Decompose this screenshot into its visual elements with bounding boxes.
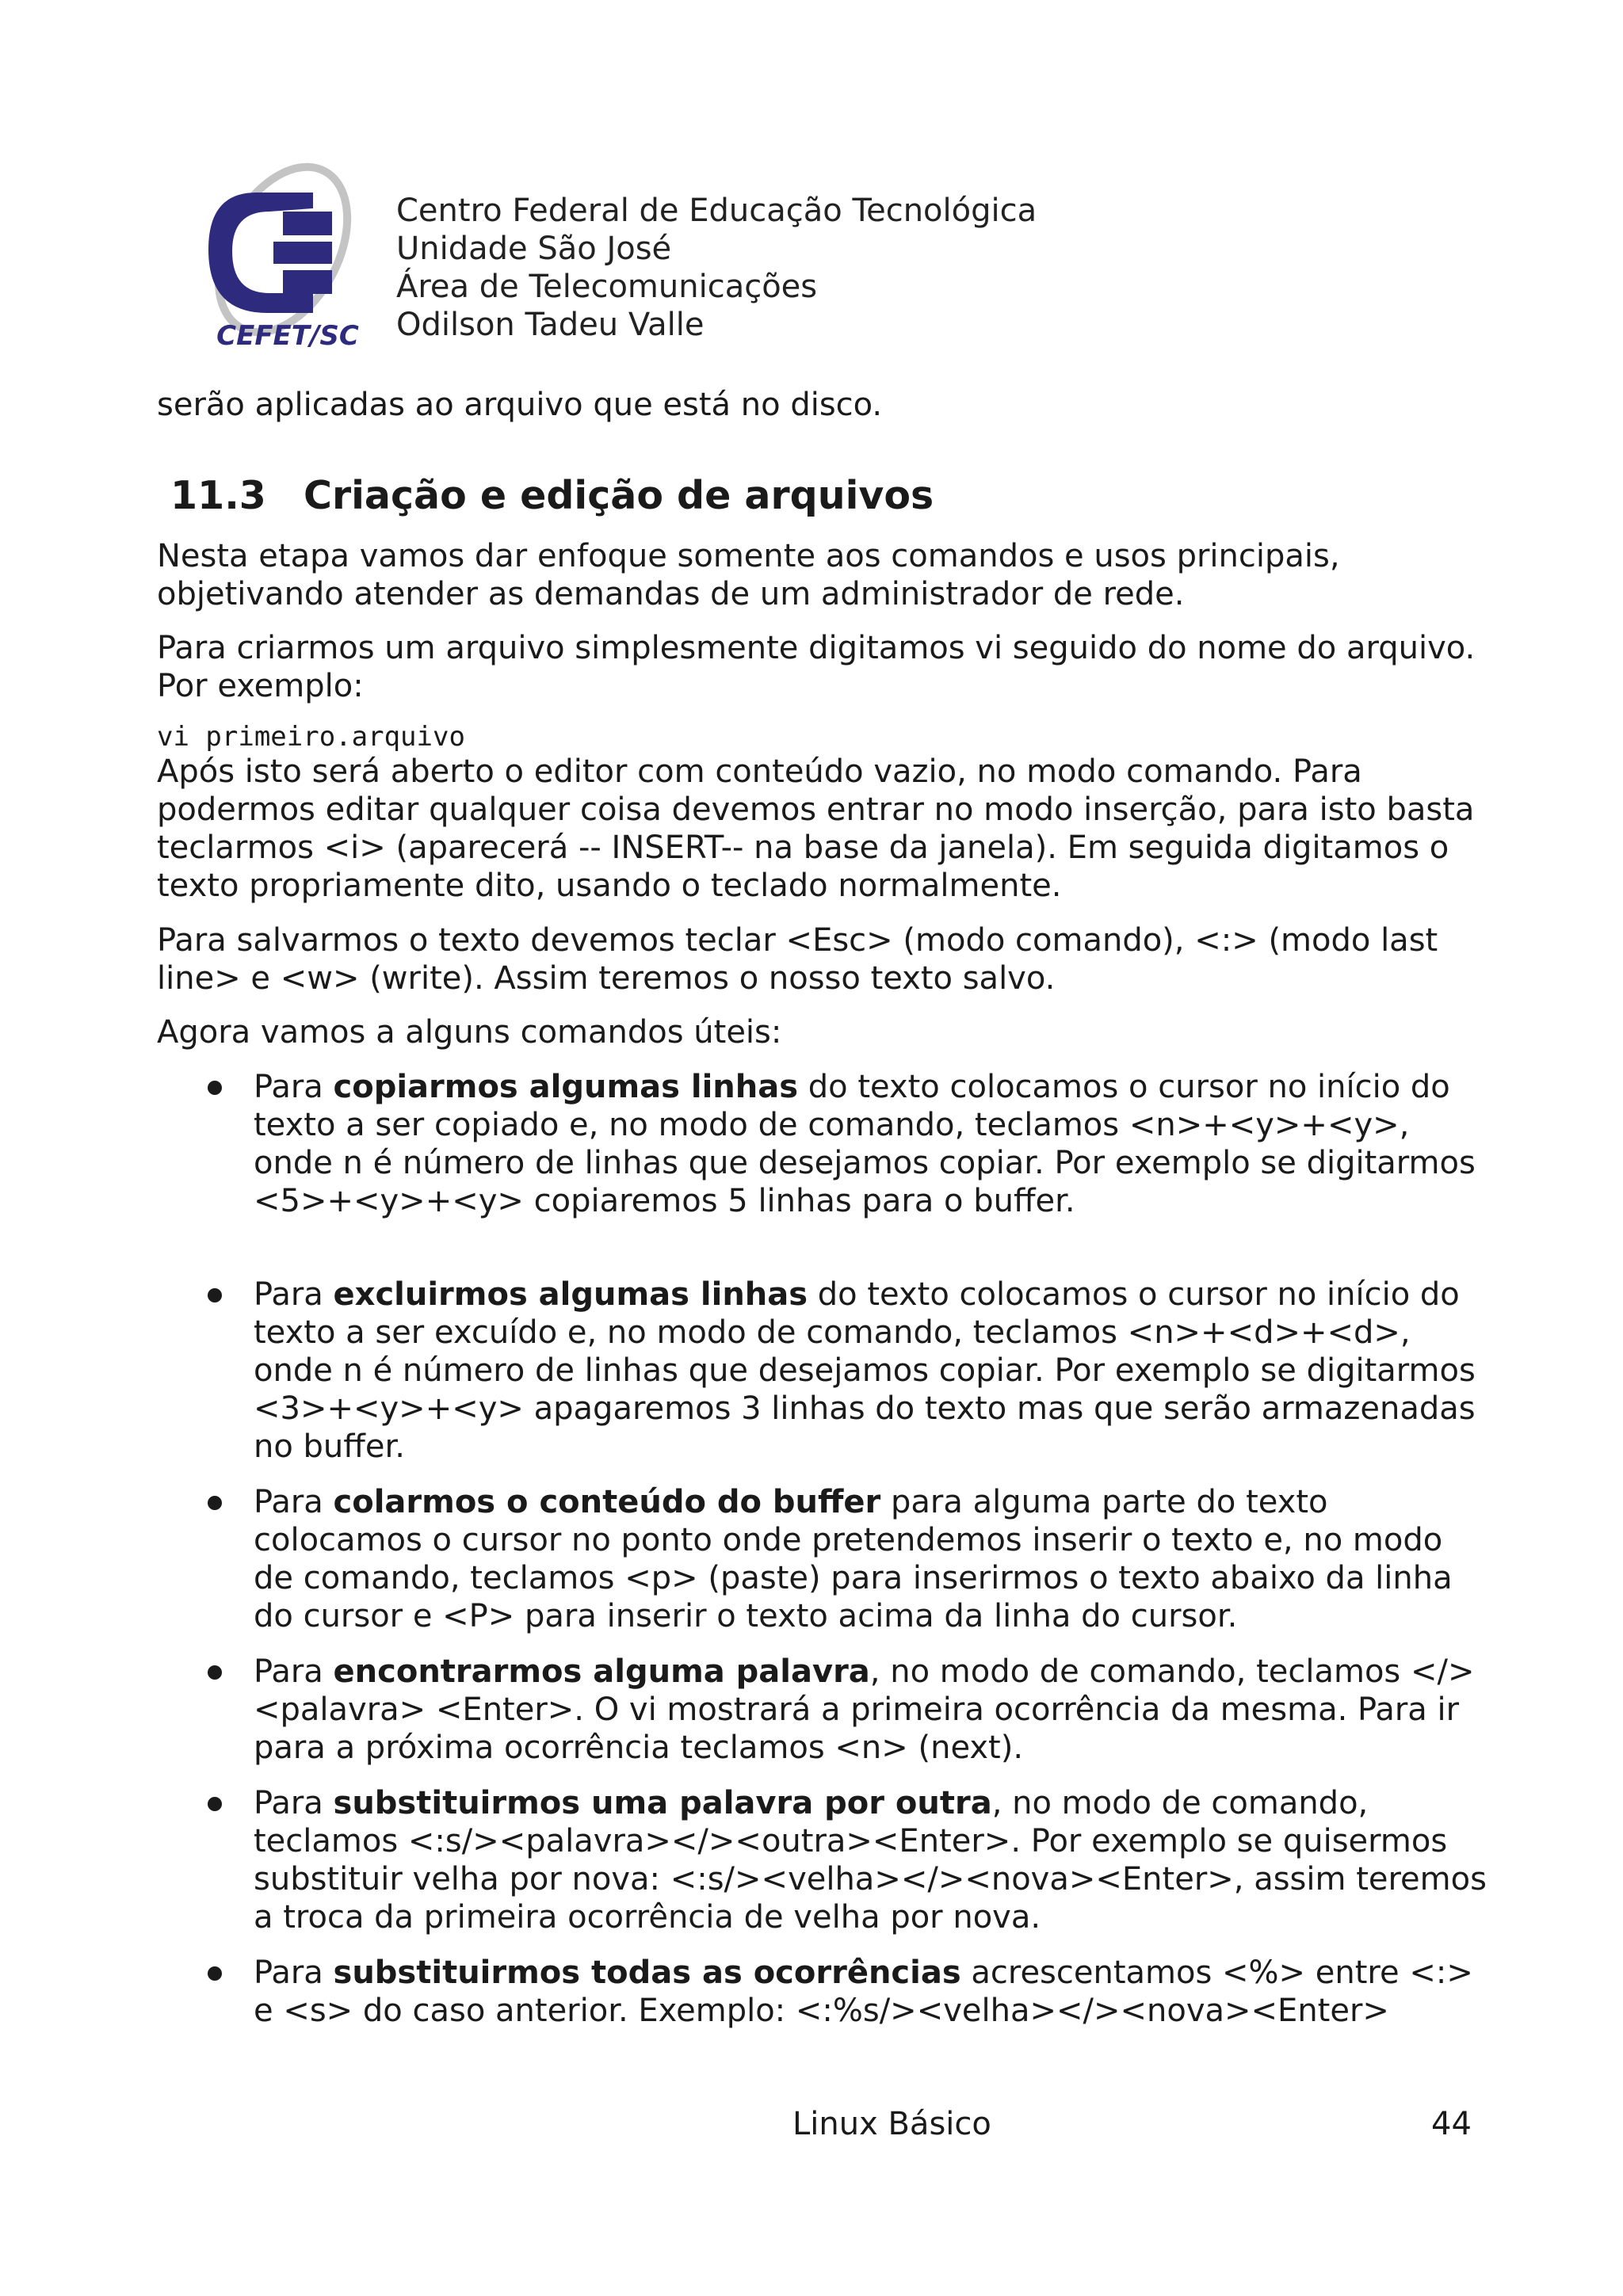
list-item-prefix: Para [254,1785,334,1821]
list-item-bold: excluirmos algumas linhas [333,1276,808,1313]
cefet-logo [194,162,381,356]
list-item-bold: substituirmos todas as ocorrências [333,1955,961,1991]
list-item-text: acrescentamos <%> entre <:> e <s> do caso anterior. Exemplo: <:%s/><velha></><nova><Enter> [254,1955,1473,2029]
paragraph-create-file: Para criarmos um arquivo simplesmente digitamos vi seguido do nome do arquivo. Por exemplo: [157,630,1476,704]
paragraph-commands-intro: Agora vamos a alguns comandos úteis: [157,1014,782,1051]
logo-text: CEFET/SC [216,320,359,352]
list-item-bold: colarmos o conteúdo do buffer [333,1484,881,1520]
code-example: vi primeiro.arquivo [157,721,465,753]
header-line-institution: Centro Federal de Educação Tecnológica [396,193,1037,229]
bullet-icon [208,1496,222,1510]
header-line-unit: Unidade São José [396,231,672,267]
list-item [254,1653,1490,1767]
list-item-prefix: Para [254,1069,334,1105]
section-number: 11.3 [170,473,266,518]
list-item-text: do texto colocamos o cursor no início do texto a ser excuído e, no modo de comando, teclamos <n>+<d>+<d>, onde n é número de linhas que desejamos copiar. Por exemplo se digitarmos <3>+<y>+<y> apagaremos 3 linhas do texto mas que serão armazenadas no buffer. [254,1276,1476,1465]
list-item-bold: copiarmos algumas linhas [333,1069,799,1105]
section-heading [170,472,934,520]
list-item-bold: encontrarmos alguma palavra [333,1653,870,1690]
bullet-icon [208,1966,222,1981]
paragraph-save: Para salvarmos o texto devemos teclar <Esc> (modo comando), <:> (modo last line> e <w> (write). Assim teremos o nosso texto salvo. [157,922,1438,997]
list-item [254,1068,1490,1220]
footer-title: Linux Básico [792,2106,991,2142]
list-item-text: do texto colocamos o cursor no início do texto a ser copiado e, no modo de comando, teclamos <n>+<y>+<y>, onde n é número de linhas que desejamos copiar. Por exemplo se digitarmos <5>+<y>+<y> copiaremos 5 linhas para o buffer. [254,1069,1476,1219]
page-number: 44 [1431,2106,1472,2142]
list-item-prefix: Para [254,1955,334,1991]
header-line-area: Área de Telecomunicações [396,269,818,305]
list-item [254,1954,1490,2030]
continuation-text: serão aplicadas ao arquivo que está no disco. [157,387,883,423]
list-item [254,1276,1490,1466]
bullet-icon [208,1081,222,1095]
list-item-bold: substituirmos uma palavra por outra [333,1785,992,1821]
list-item-prefix: Para [254,1484,334,1520]
list-item-text: , no modo de comando, teclamos </> <palavra> <Enter>. O vi mostrará a primeira ocorrência da mesma. Para ir para a próxima ocorrência teclamos <n> (next). [254,1653,1475,1766]
list-item [254,1483,1490,1635]
bullet-icon [208,1288,222,1302]
bullet-icon [208,1665,222,1680]
paragraph-insert-mode: Após isto será aberto o editor com conteúdo vazio, no modo comando. Para podermos editar qualquer coisa devemos entrar no modo inserção, para isto basta teclarmos <i> (aparecerá -- INSERT-- na base da janela). Em seguida digitamos o texto propriamente dito, usando o teclado normalmente. [157,753,1475,904]
header-line-author: Odilson Tadeu Valle [396,307,705,343]
list-item [254,1784,1490,1936]
bullet-icon [208,1797,222,1811]
paragraph-intro: Nesta etapa vamos dar enfoque somente aos comandos e usos principais, objetivando atender as demandas de um administrador de rede. [157,538,1340,612]
list-item-prefix: Para [254,1276,334,1313]
section-title: Criação e edição de arquivos [304,473,934,518]
list-item-text: , no modo de comando, teclamos <:s/><palavra></><outra><Enter>. Por exemplo se quisermos substituir velha por nova: <:s/><velha></><nova><Enter>, assim teremos a troca da primeira ocorrência de velha por nova. [254,1785,1487,1936]
list-item-prefix: Para [254,1653,334,1690]
list-item-text: para alguma parte do texto colocamos o cursor no ponto onde pretendemos inserir o texto e, no modo de comando, teclamos <p> (paste) para inserirmos o texto abaixo da linha do cursor e <P> para inserir o texto acima da linha do cursor. [254,1484,1453,1634]
institution-header [396,192,1037,344]
